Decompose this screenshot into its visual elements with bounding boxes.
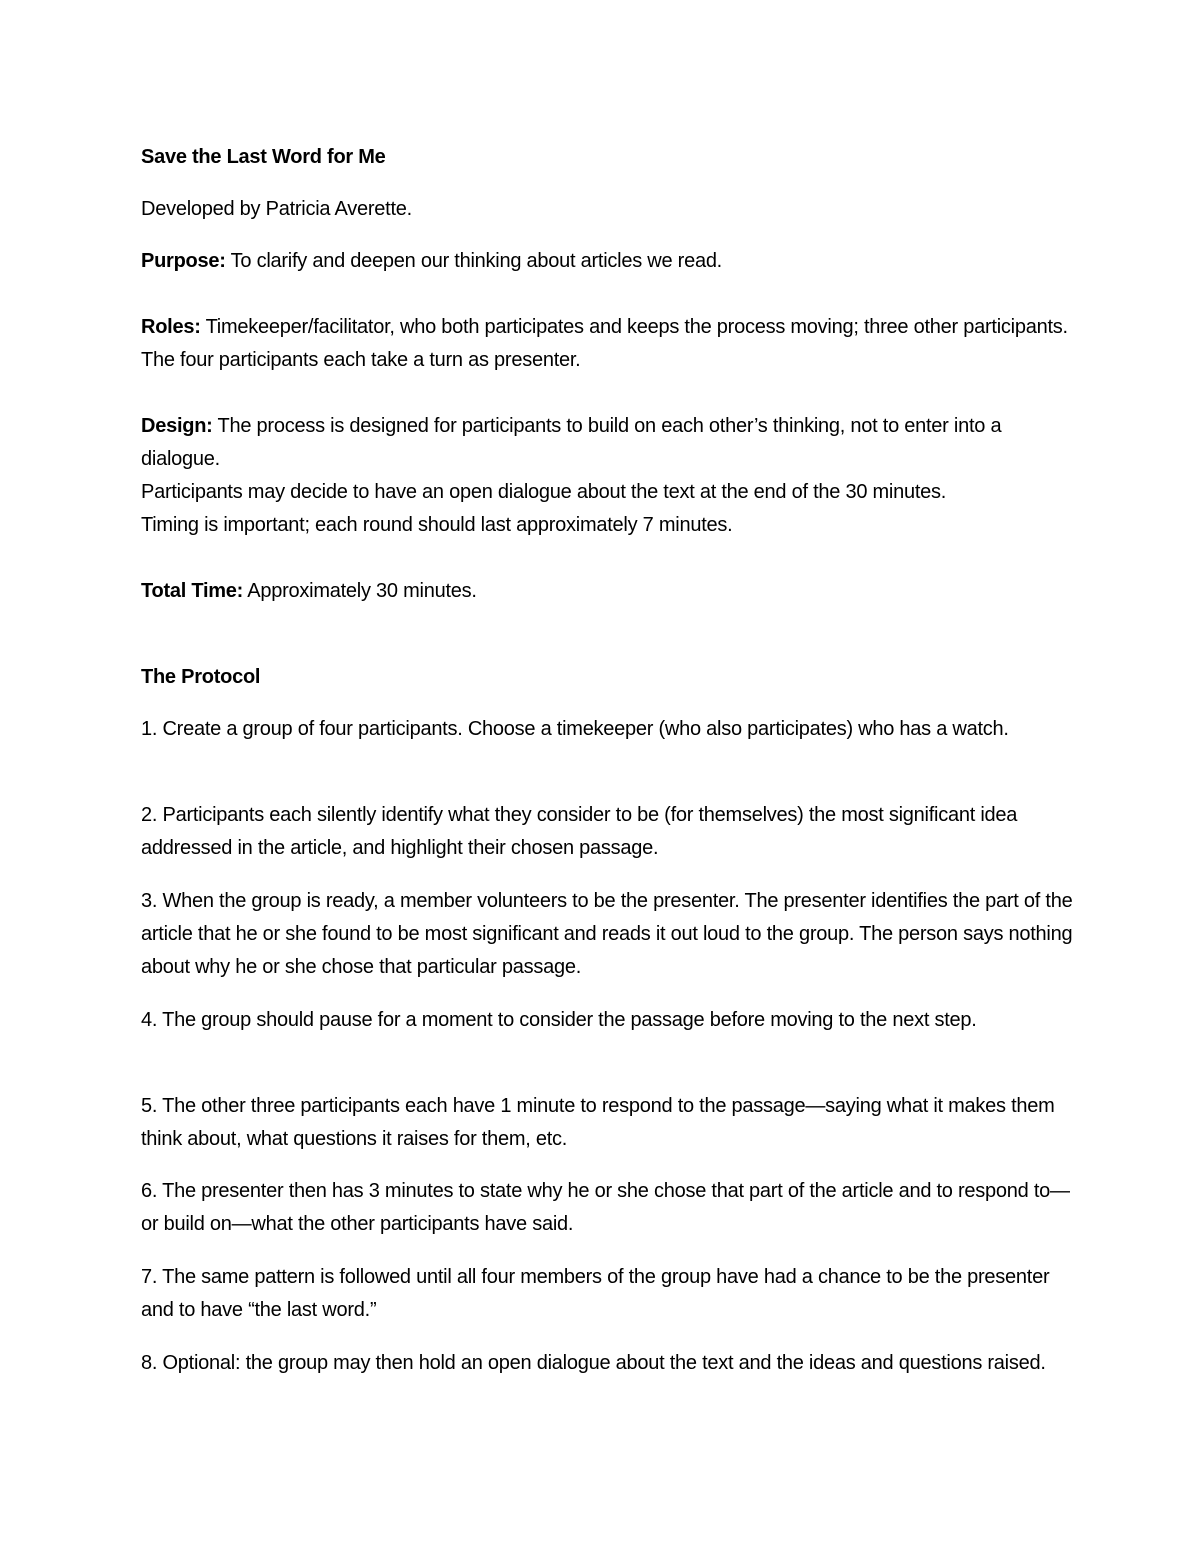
protocol-step: 7. The same pattern is followed until all four members of the group have had a chance to be the presenter and to have “the last word.”	[141, 1266, 1050, 1321]
design-label: Design:	[141, 415, 213, 437]
purpose-label: Purpose:	[141, 250, 226, 272]
roles-text: Timekeeper/facilitator, who both participates and keeps the process moving; three other participants. The four participants each take a turn as presenter.	[141, 316, 1068, 371]
purpose-paragraph	[141, 245, 1076, 278]
protocol-step: 5. The other three participants each have 1 minute to respond to the passage—saying what it makes them think about, what questions it raises for them, etc.	[141, 1095, 1055, 1150]
total-time-text: Approximately 30 minutes.	[243, 580, 477, 602]
protocol-step: 3. When the group is ready, a member volunteers to be the presenter. The presenter identifies the part of the article that he or she found to be most significant and reads it out loud to the group. The person says nothing about why he or she chose that particular passage.	[141, 890, 1073, 978]
design-paragraph	[141, 410, 1076, 542]
total-time-label: Total Time:	[141, 580, 244, 602]
protocol-heading: The Protocol	[141, 666, 261, 688]
protocol-step: 4. The group should pause for a moment to consider the passage before moving to the next step.	[141, 1009, 977, 1031]
protocol-step: 8. Optional: the group may then hold an open dialogue about the text and the ideas and questions raised.	[141, 1352, 1046, 1374]
roles-label: Roles:	[141, 316, 201, 338]
document-title: Save the Last Word for Me	[141, 146, 386, 168]
design-line-dialogue: Participants may decide to have an open dialogue about the text at the end of the 30 minutes.	[141, 481, 947, 503]
roles-paragraph	[141, 311, 1076, 377]
protocol-step: 1. Create a group of four participants. Choose a timekeeper (who also participates) who has a watch.	[141, 718, 1009, 740]
protocol-step: 6. The presenter then has 3 minutes to state why he or she chose that part of the article and to respond to—or build on—what the other participants have said.	[141, 1180, 1070, 1235]
author-line: Developed by Patricia Averette.	[141, 198, 412, 220]
design-line-timing: Timing is important; each round should last approximately 7 minutes.	[141, 514, 733, 536]
protocol-step: 2. Participants each silently identify what they consider to be (for themselves) the most significant idea addressed in the article, and highlight their chosen passage.	[141, 804, 1018, 859]
total-time-paragraph	[141, 575, 1076, 608]
design-text: The process is designed for participants to build on each other’s thinking, not to enter into a dialogue.	[141, 415, 1002, 470]
purpose-text: To clarify and deepen our thinking about articles we read.	[225, 250, 722, 272]
